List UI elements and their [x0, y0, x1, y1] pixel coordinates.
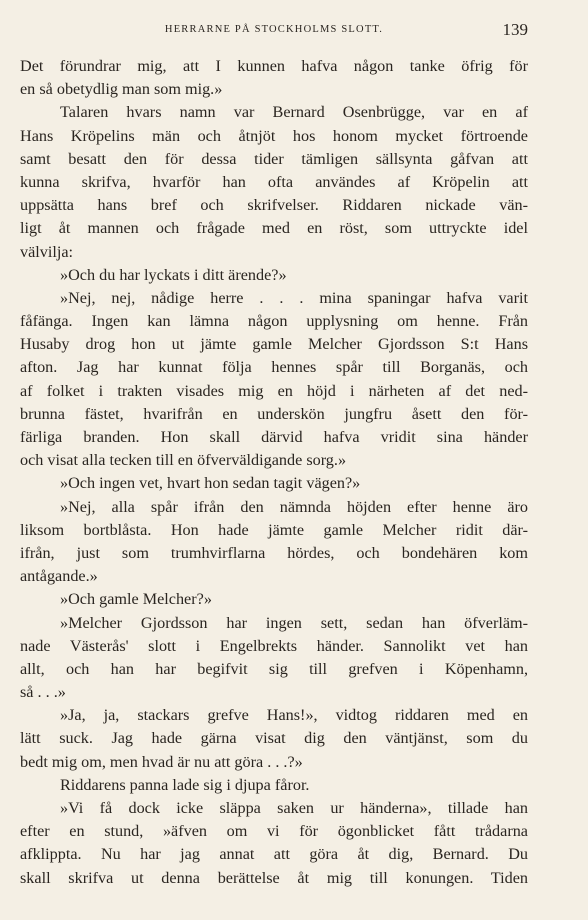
- text-line: uppsätta hans bref och skrifvelser. Riddaren nickade vän-: [20, 196, 528, 215]
- page-header: [20, 20, 528, 42]
- text-line: ifrån, just som trumhvirflarna hördes, och bondehären kom: [20, 543, 528, 562]
- text-line: en så obetydlig man som mig.»: [20, 80, 223, 99]
- text-line: efter en stund, »äfven om vi för ögonblicket fått trådarna: [20, 822, 528, 841]
- text-line: »Melcher Gjordsson har ingen sett, sedan han öfverläm-: [60, 613, 528, 632]
- page-number: 139: [502, 20, 528, 39]
- text-line: »Ja, ja, stackars grefve Hans!», vidtog riddaren med en: [60, 706, 528, 725]
- text-line: Talaren hvars namn var Bernard Osenbrügge, var en af: [60, 103, 528, 122]
- text-line: »Vi få dock icke släppa saken ur händerna», tillade han: [60, 799, 528, 817]
- text-line: »Och ingen vet, hvart hon sedan tagit vägen?»: [60, 474, 361, 493]
- text-line: »Nej, alla spår ifrån den nämnda höjden efter henne äro: [60, 497, 528, 516]
- text-line: fåfänga. Ingen kan lämna någon upplysning om henne. Från: [20, 312, 528, 331]
- text-line: Husaby drog hon ut jämte gamle Melcher Gjordsson S:t Hans: [20, 335, 528, 354]
- text-line: kunna skrifva, hvarför han ofta användes af Kröpelin att: [20, 172, 528, 191]
- text-line: liksom bortblåsta. Hon hade jämte gamle Melcher ridit där-: [20, 520, 528, 539]
- text-line: afton. Jag har kunnat följa hennes spår till Borganäs, och: [20, 358, 528, 377]
- text-line: Riddarens panna lade sig i djupa fåror.: [60, 775, 310, 794]
- running-head: HERRARNE PÅ STOCKHOLMS SLOTT.: [164, 24, 384, 35]
- text-line: »Och gamle Melcher?»: [60, 590, 212, 609]
- text-line: skall skrifva ut denna berättelse åt mig till konungen. Tiden: [20, 868, 528, 887]
- text-line: färliga branden. Hon skall därvid hafva vridit sina händer: [20, 428, 528, 446]
- text-line: »Och du har lyckats i ditt ärende?»: [60, 265, 287, 284]
- text-line: af folket i trakten visades mig en höjd i närheten af det ned-: [20, 381, 528, 400]
- text-line: bedt mig om, men hvad är nu att göra . . .?»: [20, 752, 303, 771]
- text-line: afklippta. Nu har jag annat att göra åt dig, Bernard. Du: [20, 845, 528, 864]
- text-line: samt besatt den för dessa tider tämligen sällsynta gåfvan att: [20, 149, 528, 168]
- body-text: [20, 55, 528, 890]
- text-line: och visat alla tecken till en öfverväldigande sorg.»: [20, 451, 347, 470]
- text-line: »Nej, nej, nådige herre . . . mina spaningar hafva varit: [60, 288, 528, 307]
- text-line: ligt åt mannen och frågade med en röst, som uttryckte idel: [20, 219, 528, 238]
- text-line: allt, och han har begifvit sig till grefven i Köpenhamn,: [20, 659, 528, 678]
- text-line: antågande.»: [20, 567, 98, 586]
- text-line: brunna fästet, hvarifrån en underskön jungfru åsett den för-: [20, 404, 528, 423]
- text-line: så . . .»: [20, 683, 66, 702]
- text-line: välvilja:: [20, 242, 74, 261]
- text-line: Hans Kröpelins män och åtnjöt hos honom mycket förtroende: [20, 126, 528, 145]
- text-line: Det förundrar mig, att I kunnen hafva någon tanke öfrig för: [20, 57, 528, 75]
- text-line: nade Västerås' slott i Engelbrekts händer. Sannolikt vet han: [20, 636, 528, 655]
- text-line: lätt suck. Jag hade gärna visat dig den väntjänst, som du: [20, 729, 528, 748]
